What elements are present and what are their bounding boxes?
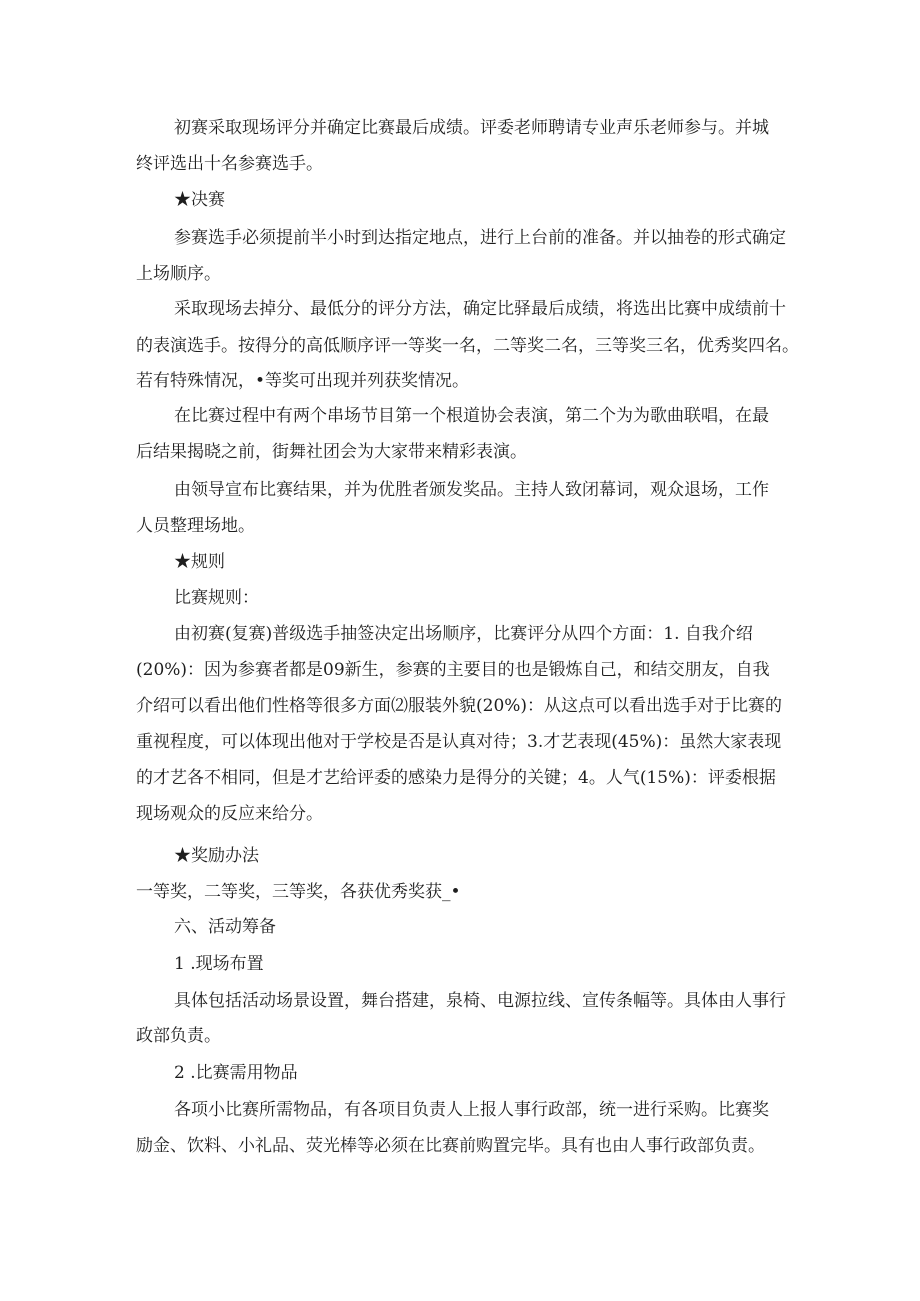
section-heading: 2 .比赛需用物品 [174, 1063, 298, 1083]
section-heading: ★奖励办法 [174, 846, 259, 866]
paragraph-line: 采取现场去掉分、最低分的评分方法，确定比驿最后成绩，将选出比赛中成绩前十 [174, 299, 786, 319]
paragraph-line: 各项小比赛所需物品，有各项目负责人上报人事行政部，统一进行采购。比赛奖 [174, 1100, 769, 1120]
paragraph-line: 在比赛过程中有两个串场节目第一个根道协会表演，第二个为为歌曲联唱，在最 [174, 406, 769, 426]
paragraph-line: 现场观众的反应来给分。 [136, 804, 323, 824]
paragraph-line: 人员整理场地。 [136, 516, 255, 536]
paragraph-line: 励金、饮料、小礼品、荧光棒等必须在比赛前购置完毕。具有也由人事行政部负责。 [136, 1136, 765, 1156]
paragraph-line: 终评选出十名参赛选手。 [136, 154, 323, 174]
paragraph-line: 的才艺各不相同，但是才艺给评委的感染力是得分的关键；4。人气(15%)：评委根据 [136, 768, 776, 788]
paragraph-line: 由初赛(复赛)普级选手抽签决定出场顺序，比赛评分从四个方面：1. 自我介绍 [174, 624, 753, 644]
paragraph-line: 一等奖，二等奖，三等奖，各获优秀奖获_• [136, 882, 461, 902]
section-heading: ★规则 [174, 552, 225, 572]
section-heading: 1 .现场布置 [174, 954, 264, 974]
paragraph-line: 若有特殊情况，•等奖可出现并列获奖情况。 [136, 371, 470, 391]
paragraph-line: 初赛采取现场评分并确定比赛最后成绩。评委老师聘请专业声乐老师参与。并城 [174, 118, 769, 138]
paragraph-line: 介绍可以看出他们性格等很多方面⑵服装外貌(20%)：从这点可以看出选手对于比赛的 [136, 696, 783, 716]
paragraph-line: 的表演选手。按得分的高低顺序评一等奖一名，二等奖二名，三等奖三名，优秀奖四名。 [136, 336, 799, 356]
paragraph-line: 政部负责。 [136, 1026, 221, 1046]
paragraph-line: 重视程度，可以体现出他对于学校是否是认真对待；3.才艺表现(45%)：虽然大家表现 [136, 732, 782, 752]
paragraph-line: 由领导宣布比赛结果，并为优胜者颁发奖品。主持人致闭幕词，观众退场，工作 [174, 480, 769, 500]
section-heading: ★决赛 [174, 190, 225, 210]
paragraph-line: 上场顺序。 [136, 264, 221, 284]
section-heading: 六、活动筹备 [174, 917, 276, 937]
paragraph-line: 参赛选手必须提前半小时到达指定地点，进行上台前的准备。并以抽卷的形式确定 [174, 228, 786, 248]
paragraph-line: 比赛规则： [174, 588, 259, 608]
paragraph-line: 后结果揭晓之前，街舞社团会为大家带来精彩表演。 [136, 442, 527, 462]
paragraph-line: (20%)：因为参赛者都是09新生，参赛的主要目的也是锻炼自己，和结交朋友，自我 [136, 660, 770, 680]
paragraph-line: 具体包括活动场景设置，舞台搭建，泉椅、电源拉线、宣传条幅等。具体由人事行 [174, 991, 786, 1011]
